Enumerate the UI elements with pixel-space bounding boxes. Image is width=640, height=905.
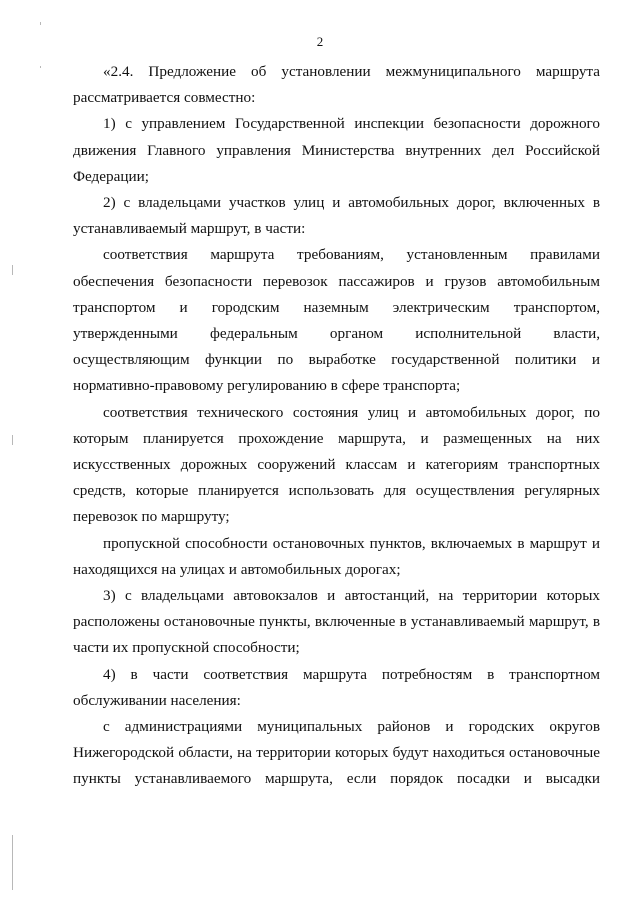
paragraph-line: соответствия маршрута требованиям, установленным правилами: [103, 246, 600, 264]
paragraph-line: которым планируется прохождение маршрута, и размещенных на них: [73, 429, 600, 447]
scan-mark-upper: [40, 66, 41, 68]
document-body: [73, 59, 600, 793]
paragraph-line: искусственных дорожных сооружений классам и категориям транспортных: [73, 456, 600, 474]
scan-mark-bottom: [12, 835, 13, 890]
paragraph-line: движения Главного управления Министерства внутренних дел Российской: [73, 141, 600, 159]
paragraph-line: части их пропускной способности;: [73, 639, 300, 657]
paragraph-line: находящихся на улицах и автомобильных дорогах;: [73, 560, 401, 578]
paragraph-line: пропускной способности остановочных пунктов, включаемых в маршрут и: [103, 534, 600, 552]
paragraph-line: утвержденными федеральным органом исполнительной власти,: [73, 325, 600, 343]
scan-mark-lower: [12, 435, 13, 445]
paragraph-line: 2) с владельцами участков улиц и автомобильных дорог, включенных в: [103, 194, 600, 212]
paragraph-line: обеспечения безопасности перевозок пассажиров и грузов автомобильным: [73, 272, 600, 290]
paragraph-line: соответствия технического состояния улиц и автомобильных дорог, по: [103, 403, 600, 421]
paragraph-line: пункты устанавливаемого маршрута, если порядок посадки и высадки: [73, 770, 600, 788]
paragraph: [73, 531, 600, 583]
paragraph: [73, 190, 600, 242]
paragraph-line: с администрациями муниципальных районов и городских округов: [103, 718, 600, 736]
paragraph: [73, 400, 600, 531]
paragraph-line: обслуживании населения:: [73, 691, 241, 709]
scan-mark-middle: [12, 265, 13, 275]
paragraph: [73, 583, 600, 662]
paragraph-line: 4) в части соответствия маршрута потребностям в транспортном: [103, 665, 600, 683]
paragraph-line: расположены остановочные пункты, включенные в устанавливаемый маршрут, в: [73, 613, 600, 631]
paragraph-line: 3) с владельцами автовокзалов и автостанций, на территории которых: [103, 587, 600, 605]
paragraph-line: транспортом и городским наземным электрическим транспортом,: [73, 298, 600, 316]
paragraph-line: перевозок по маршруту;: [73, 508, 230, 526]
paragraph: [73, 662, 600, 714]
page-number: 2: [316, 34, 324, 49]
paragraph-line: Федерации;: [73, 167, 149, 185]
paragraph-line: нормативно-правовому регулированию в сфере транспорта;: [73, 377, 461, 395]
paragraph-line: осуществляющим функции по выработке государственной политики и: [73, 351, 600, 369]
paragraph-line: средств, которые планируется использовать для осуществления регулярных: [73, 482, 600, 500]
scan-mark-top: [40, 22, 41, 25]
paragraph-line: 1) с управлением Государственной инспекции безопасности дорожного: [103, 115, 600, 133]
paragraph: [73, 714, 600, 793]
paragraph: [73, 242, 600, 399]
paragraph-line: «2.4. Предложение об установлении межмуниципального маршрута: [103, 63, 600, 80]
paragraph: [73, 59, 600, 111]
paragraph-line: устанавливаемый маршрут, в части:: [73, 220, 306, 238]
paragraph: [73, 111, 600, 190]
paragraph-line: Нижегородской области, на территории которых будут находиться остановочные: [73, 744, 600, 762]
paragraph-line: рассматривается совместно:: [73, 89, 256, 107]
